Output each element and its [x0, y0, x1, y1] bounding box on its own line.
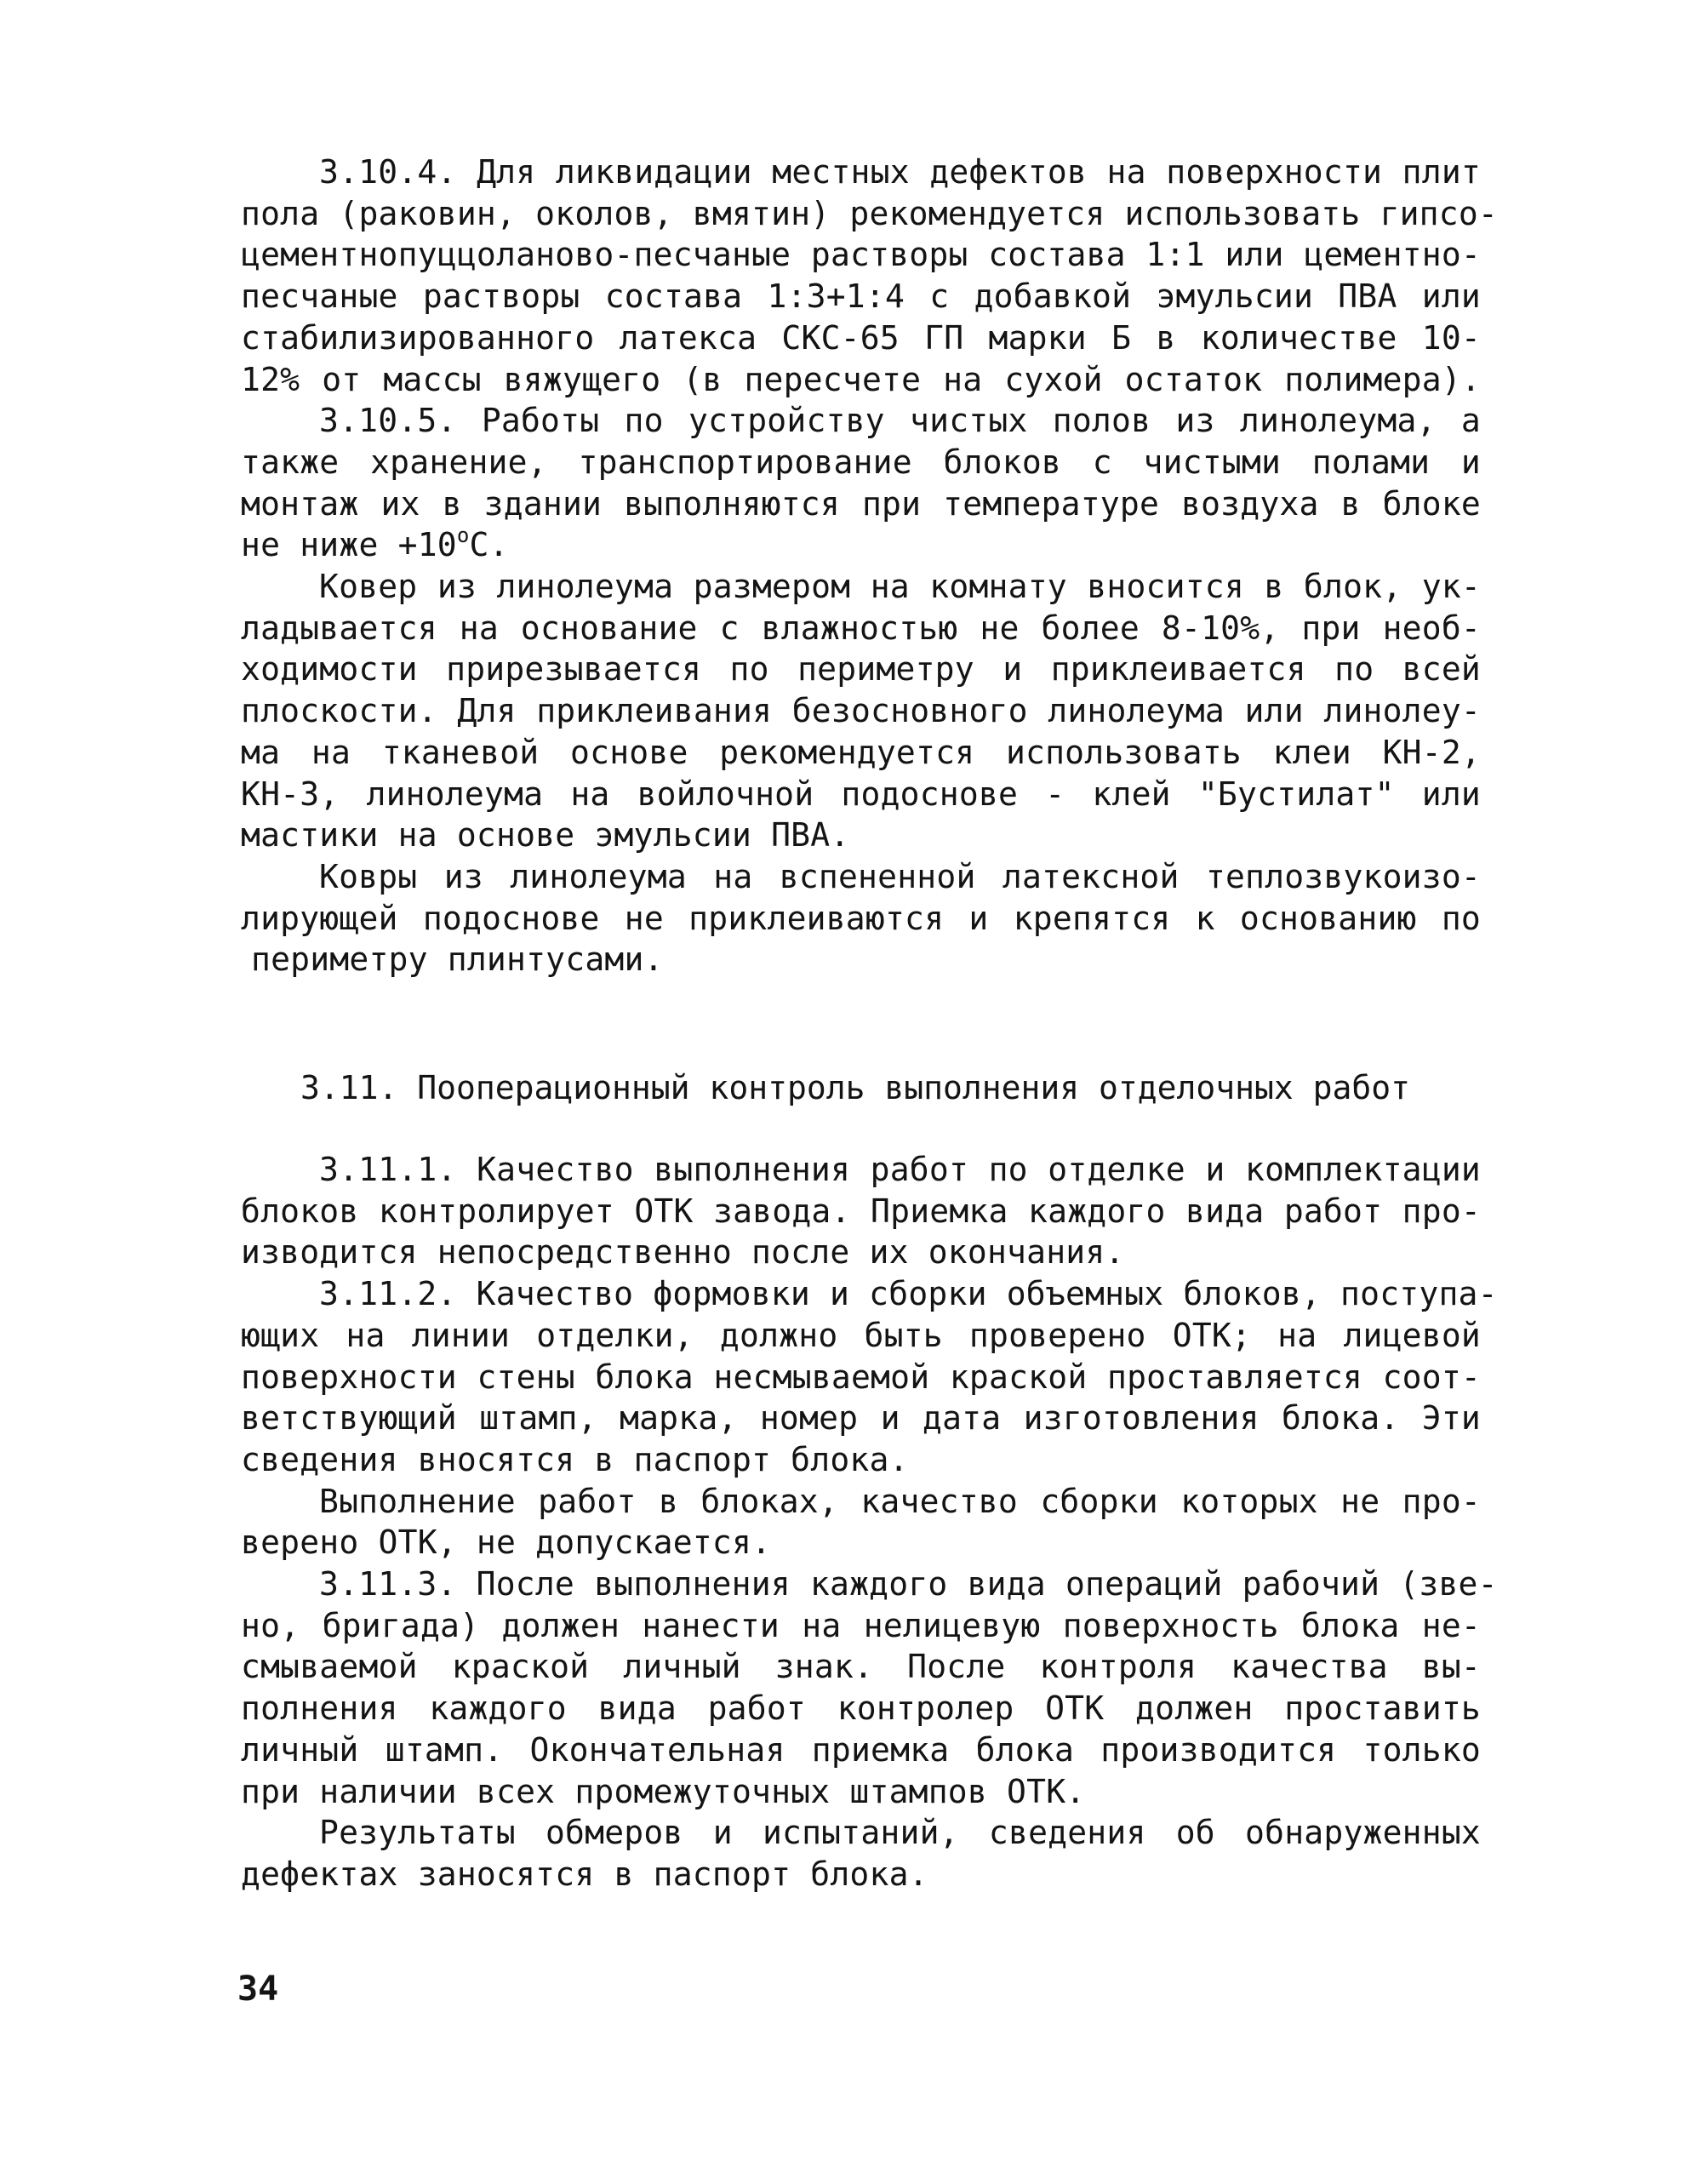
page-number: 34	[237, 1969, 279, 2009]
text-line: пола (раковин, околов, вмятин) рекомендуется использовать гипсо-	[241, 194, 1498, 232]
text-line: монтаж их в здании выполняются при температуре воздуха в блоке	[241, 484, 1481, 523]
text-line: 12% от массы вяжущего (в пересчете на сухой остаток полимера).	[241, 360, 1481, 398]
text-line: 3.11.1. Качество выполнения работ по отделке и комплектации	[319, 1151, 1481, 1188]
text-line: мастики на основе эмульсии ПВА.	[241, 816, 850, 855]
text-line: 3.11.3. После выполнения каждого вида операций рабочий (зве-	[319, 1565, 1498, 1604]
text-line: Результаты обмеров и испытаний, сведения об обнаруженных	[319, 1814, 1481, 1852]
text-line: периметру плинтусами.	[251, 940, 664, 979]
text-line: 3.11.2. Качество формовки и сборки объемных блоков, поступа-	[319, 1275, 1498, 1313]
text-line: 3.10.5. Работы по устройству чистых полов из линолеума, а	[319, 402, 1481, 440]
text-line: лирующей подоснове не приклеиваются и крепятся к основанию по	[241, 899, 1481, 937]
text-line-temperature	[241, 524, 1481, 566]
text-line: изводится непосредственно после их окончания.	[241, 1233, 1125, 1272]
text-line: ющих на линии отделки, должно быть проверено ОТК; на лицевой	[241, 1316, 1481, 1354]
text-line: цементнопуццоланово-песчаные растворы состава 1:1 или цементно-	[241, 236, 1481, 274]
text-line: стабилизированного латекса СКС-65 ГП марки Б в количестве 10-	[241, 318, 1481, 357]
degree-superscript: o	[456, 523, 470, 548]
text-line: ходимости прирезывается по периметру и приклеивается по всей	[241, 650, 1481, 689]
section-3-11-text	[241, 1149, 1498, 1895]
text-line: ма на тканевой основе рекомендуется использовать клеи КН-2,	[241, 733, 1481, 771]
text-line: блоков контролирует ОТК завода. Приемка каждого вида работ про-	[241, 1192, 1481, 1230]
text-line: полнения каждого вида работ контролер ОТК должен проставить	[241, 1689, 1481, 1728]
temperature-text: не ниже +10	[241, 526, 457, 564]
text-line: плоскости. Для приклеивания безосновного линолеума или линолеу-	[241, 692, 1481, 730]
text-line: Выполнение работ в блоках, качество сборки которых не про-	[319, 1482, 1481, 1520]
text-line: КН-3, линолеума на войлочной подоснове - клей "Бустилат" или	[241, 775, 1481, 813]
text-line: верено ОТК, не допускается.	[241, 1524, 772, 1562]
text-line: ладывается на основание с влажностью не более 8-10%, при необ-	[241, 609, 1481, 647]
text-line: смываемой краской личный знак. После контроля качества вы-	[241, 1648, 1481, 1686]
text-line: дефектах заносятся в паспорт блока.	[241, 1855, 928, 1893]
degree-unit: C.	[469, 526, 509, 564]
text-line: поверхности стены блока несмываемой краской проставляется соот-	[241, 1358, 1481, 1396]
section-3-10-text	[241, 151, 1498, 980]
text-line: при наличии всех промежуточных штампов ОТК.	[241, 1772, 1086, 1810]
section-heading: 3.11. Пооперационный контроль выполнения отделочных работ	[300, 1069, 1411, 1106]
text-line: также хранение, транспортирование блоков с чистыми полами и	[241, 443, 1481, 481]
text-line: Ковры из линолеума на вспененной латексной теплозвукоизо-	[319, 857, 1481, 895]
text-line: но, бригада) должен нанести на нелицевую поверхность блока не-	[241, 1606, 1481, 1644]
text-line: 3.10.4. Для ликвидации местных дефектов на поверхности плит	[319, 153, 1481, 191]
text-line: личный штамп. Окончательная приемка блока производится только	[241, 1730, 1481, 1769]
text-line: песчаные растворы состава 1:3+1:4 с добавкой эмульсии ПВА или	[241, 277, 1481, 316]
text-line: ветствующий штамп, марка, номер и дата изготовления блока. Эти	[241, 1399, 1481, 1438]
text-line: Ковер из линолеума размером на комнату вносится в блок, ук-	[319, 568, 1481, 606]
text-line: сведения вносятся в паспорт блока.	[241, 1440, 909, 1478]
